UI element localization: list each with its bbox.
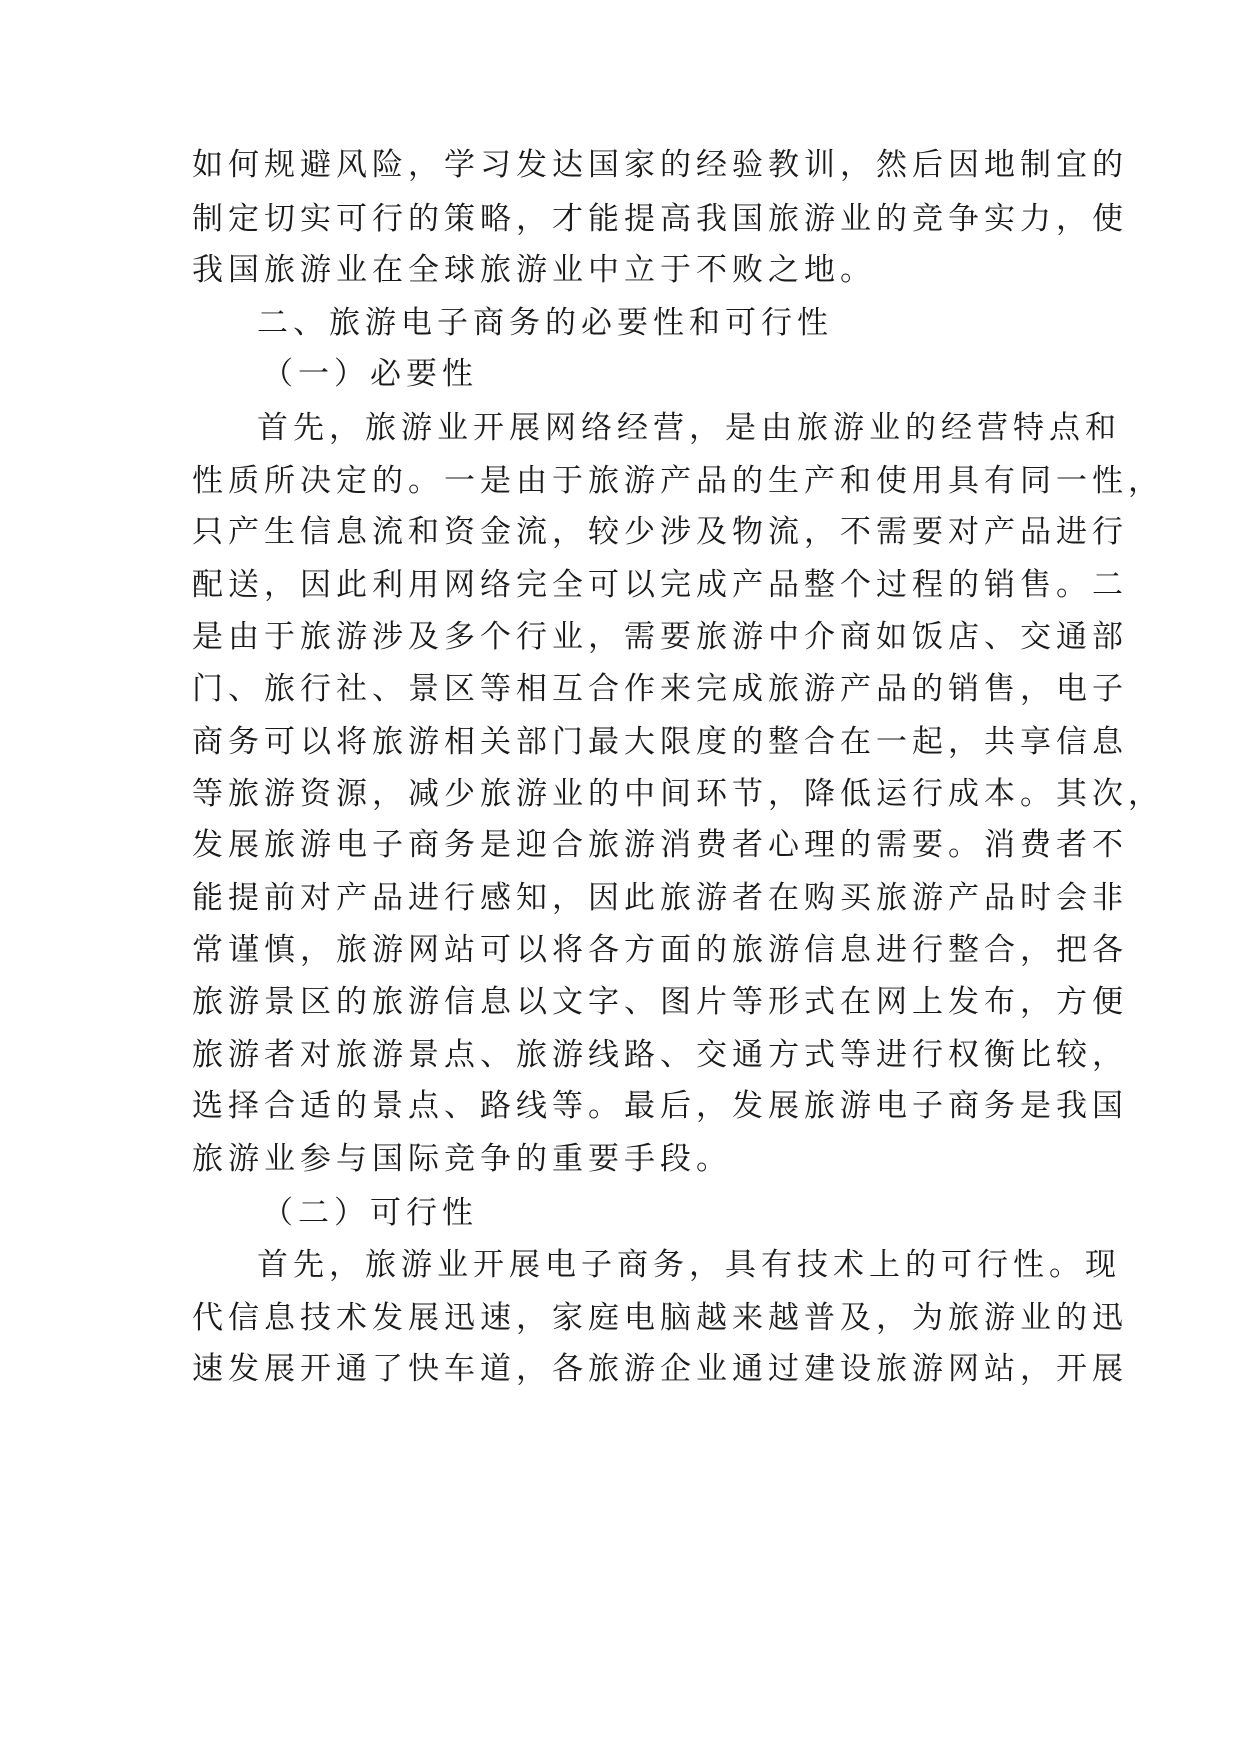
body-text-line: 速发展开通了快车道，各旅游企业通过建设旅游网站，开展	[192, 1351, 1128, 1387]
body-text-line: 等旅游资源，减少旅游业的中间环节，降低运行成本。其次，	[192, 776, 1164, 812]
body-text-line: 旅游者对旅游景点、旅游线路、交通方式等进行权衡比较，	[192, 1037, 1128, 1073]
body-text-line: 首先，旅游业开展电子商务，具有技术上的可行性。现	[257, 1247, 1121, 1283]
body-text-line: 只产生信息流和资金流，较少涉及物流，不需要对产品进行	[192, 514, 1128, 550]
body-text-line: 性质所决定的。一是由于旅游产品的生产和使用具有同一性，	[192, 463, 1164, 499]
subsection-heading: （二）可行性	[262, 1195, 478, 1231]
subsection-heading: （一）必要性	[262, 356, 478, 392]
body-text-line: 选择合适的景点、路线等。最后，发展旅游电子商务是我国	[192, 1088, 1128, 1124]
body-text-line: 常谨慎，旅游网站可以将各方面的旅游信息进行整合，把各	[192, 932, 1128, 968]
body-text-line: 旅游景区的旅游信息以文字、图片等形式在网上发布，方便	[192, 984, 1128, 1020]
body-text-line: 能提前对产品进行感知，因此旅游者在购买旅游产品时会非	[192, 880, 1128, 916]
body-text-line: 首先，旅游业开展网络经营，是由旅游业的经营特点和	[257, 410, 1121, 446]
body-text-line: 门、旅行社、景区等相互合作来完成旅游产品的销售，电子	[192, 671, 1128, 707]
body-text-line: 配送，因此利用网络完全可以完成产品整个过程的销售。二	[192, 567, 1128, 603]
body-text-line: 代信息技术发展迅速，家庭电脑越来越普及，为旅游业的迅	[192, 1300, 1128, 1336]
body-text-line: 旅游业参与国际竞争的重要手段。	[192, 1141, 732, 1177]
section-heading: 二、旅游电子商务的必要性和可行性	[257, 305, 833, 341]
body-text-line: 是由于旅游涉及多个行业，需要旅游中介商如饭店、交通部	[192, 619, 1128, 655]
body-text-line: 商务可以将旅游相关部门最大限度的整合在一起，共享信息	[192, 724, 1128, 760]
body-text-line: 发展旅游电子商务是迎合旅游消费者心理的需要。消费者不	[192, 827, 1128, 863]
body-text-line: 制定切实可行的策略，才能提高我国旅游业的竞争实力，使	[192, 201, 1128, 237]
body-text-line: 我国旅游业在全球旅游业中立于不败之地。	[192, 252, 876, 288]
body-text-line: 如何规避风险，学习发达国家的经验教训，然后因地制宜的	[192, 147, 1128, 183]
